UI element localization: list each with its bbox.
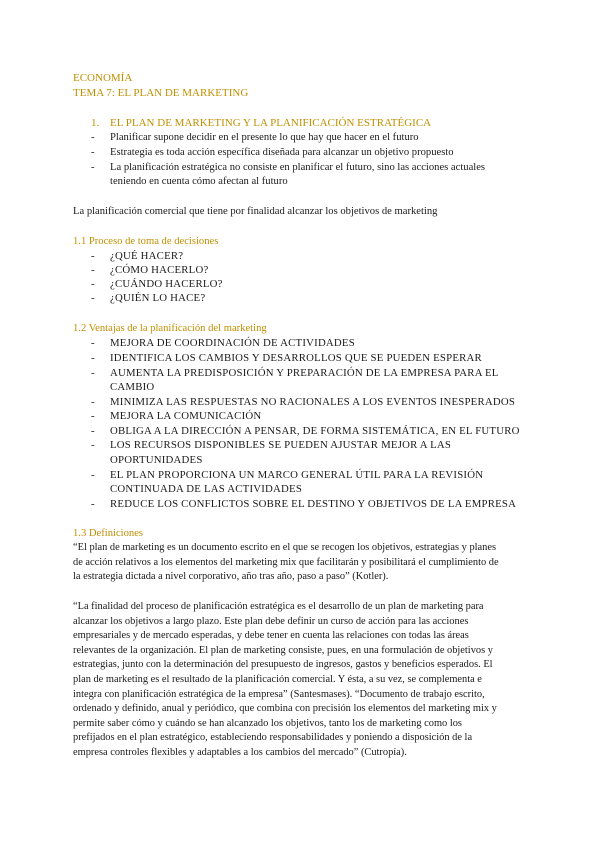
- definition-paragraph-santesmases: “La finalidad del proceso de planificación estratégica es el desarrollo de un plan de marketing para alcanzar los objetivos a largo plazo. Este plan debe definir un curso de acción para las acciones empresariales y de mercado esperadas, y debe tener en cuenta las relaciones con todas las áreas relevantes de la organización. El plan de marketing consiste, pues, en una formulación de objetivos y estrategias, junto con la determinación del presupuesto de ingresos, gastos y beneficios esperados. El plan de marketing es el resultado de la planificación comercial. Y ésta, a su vez, se complementa e integra con planificación estratégica de la empresa” (Santesmases). “Documento de trabajo escrito, ordenado y definido, anual y periódico, que combina con precisión los elementos del marketing mix y permite saber cómo y cuándo se han alcanzado los objetivos, tanto los de marketing como los prefijados en el plan estratégico, estableciendo responsabilidades y poniendo a disposición de la empresa controles flexibles y adaptables a los cambios del mercado” (Cutropía).: [73, 601, 497, 758]
- section-1-heading: [91, 116, 431, 130]
- section-1-title: EL PLAN DE MARKETING Y LA PLANIFICACIÓN ESTRATÉGICA: [110, 117, 432, 129]
- section-1-1-title: 1.1 Proceso de toma de decisiones: [73, 236, 219, 247]
- definition-paragraph-kotler: “El plan de marketing es un documento escrito en el que se recogen los objetivos, estrategias y planes de acción relativos a los elementos del marketing mix que facilitarán y posibilitará el cumplimiento de la estrategia dictada a nivel corporativo, año tras año, paso a paso” (Kotler).: [73, 542, 499, 583]
- topic-title: TEMA 7: EL PLAN DE MARKETING: [73, 87, 249, 99]
- section-1-3-title: 1.3 Definiciones: [73, 528, 144, 539]
- document-page: ECONOMÍA TEMA 7: EL PLAN DE MARKETING 1. EL PLAN DE MARKETING Y LA PLANIFICACIÓN ESTRATÉGICA - Planificar supone decidir en el presente lo que hay que hacer en el futuro - Estrategia es toda acción específica diseñada para alcanzar un objetivo propuesto - La planificación estratégica no consiste en planificar el futuro, sino las acciones actuales teniendo en cuenta cómo afectan al futuro La planificación comercial que tiene por finalidad alcanzar los objetivos de marketing 1.1 Proceso de toma de decisiones - ¿QUÉ HACER? - ¿CÓMO HACERLO? - ¿CUÁNDO HACERLO? - ¿QUIÉN LO HACE? 1.2 Ventajas de la planificación del marketing - MEJORA DE COORDINACIÓN DE ACTIVIDADES - IDENTIFICA LOS CAMBIOS Y DESARROLLOS QUE SE PUEDEN ESPERAR - AUMENTA LA PREDISPOSICIÓN Y PREPARACIÓN DE LA EMPRESA PARA EL CAMBIO - MINIMIZA LAS RESPUESTAS NO RACIONALES A LOS EVENTOS INESPERADOS - MEJORA LA COMUNICACIÓN - OBLIGA A LA DIRECCIÓN A PENSAR, DE FORMA SISTEMÁTICA, EN EL FUTURO - LOS RECURSOS DISPONIBLES SE PUEDEN AJUSTAR MEJOR A LAS OPORTUNIDADES - EL PLAN PROPORCIONA UN MARCO GENERAL ÚTIL PARA LA REVISIÓN CONTINUADA DE LAS ACTIVIDADES - REDUCE LOS CONFLICTOS SOBRE EL DESTINO Y OBJETIVOS DE LA EMPRESA 1.3 Definiciones “El plan de marketing es un documento escrito en el que se recogen los objetivos, estrategias y planes de acción relativos a los elementos del marketing mix que facilitarán y posibilitará el cumplimiento de la estrategia dictada a nivel corporativo, año tras año, paso a paso” (Kotler). “La finalidad del proceso de planificación estratégica es el desarrollo de un plan de marketing para alcanzar los objetivos a largo plazo. Este plan debe definir un curso de acción para las acciones empresariales y de mercado esperadas, y debe tener en cuenta las relaciones con todas las áreas relevantes de la organización. El plan de marketing consiste, pues, en una formulación de objetivos y estrategias, junto con la determinación del presupuesto de ingresos, gastos y beneficios esperados. El plan de marketing es el resultado de la planificación comercial. Y ésta, a su vez, se complementa e integra con planificación estratégica de la empresa” (Santesmases). “Documento de trabajo escrito, ordenado y definido, anual y periódico, que combina con precisión los elementos del marketing mix y permite saber cómo y cuándo se han alcanzado los objetivos, tanto los de marketing como los prefijados en el plan estratégico, estableciendo responsabilidades y poniendo a disposición de la empresa controles flexibles y adaptables a los cambios del mercado” (Cutropía).: [0, 0, 600, 848]
- section-1-2-title: 1.2 Ventajas de la planificación del marketing: [73, 323, 267, 334]
- section-1-summary: La planificación comercial que tiene por finalidad alcanzar los objetivos de marketing: [73, 206, 438, 217]
- section-1-number: 1.: [91, 117, 100, 129]
- subject-title: ECONOMÍA: [73, 72, 133, 84]
